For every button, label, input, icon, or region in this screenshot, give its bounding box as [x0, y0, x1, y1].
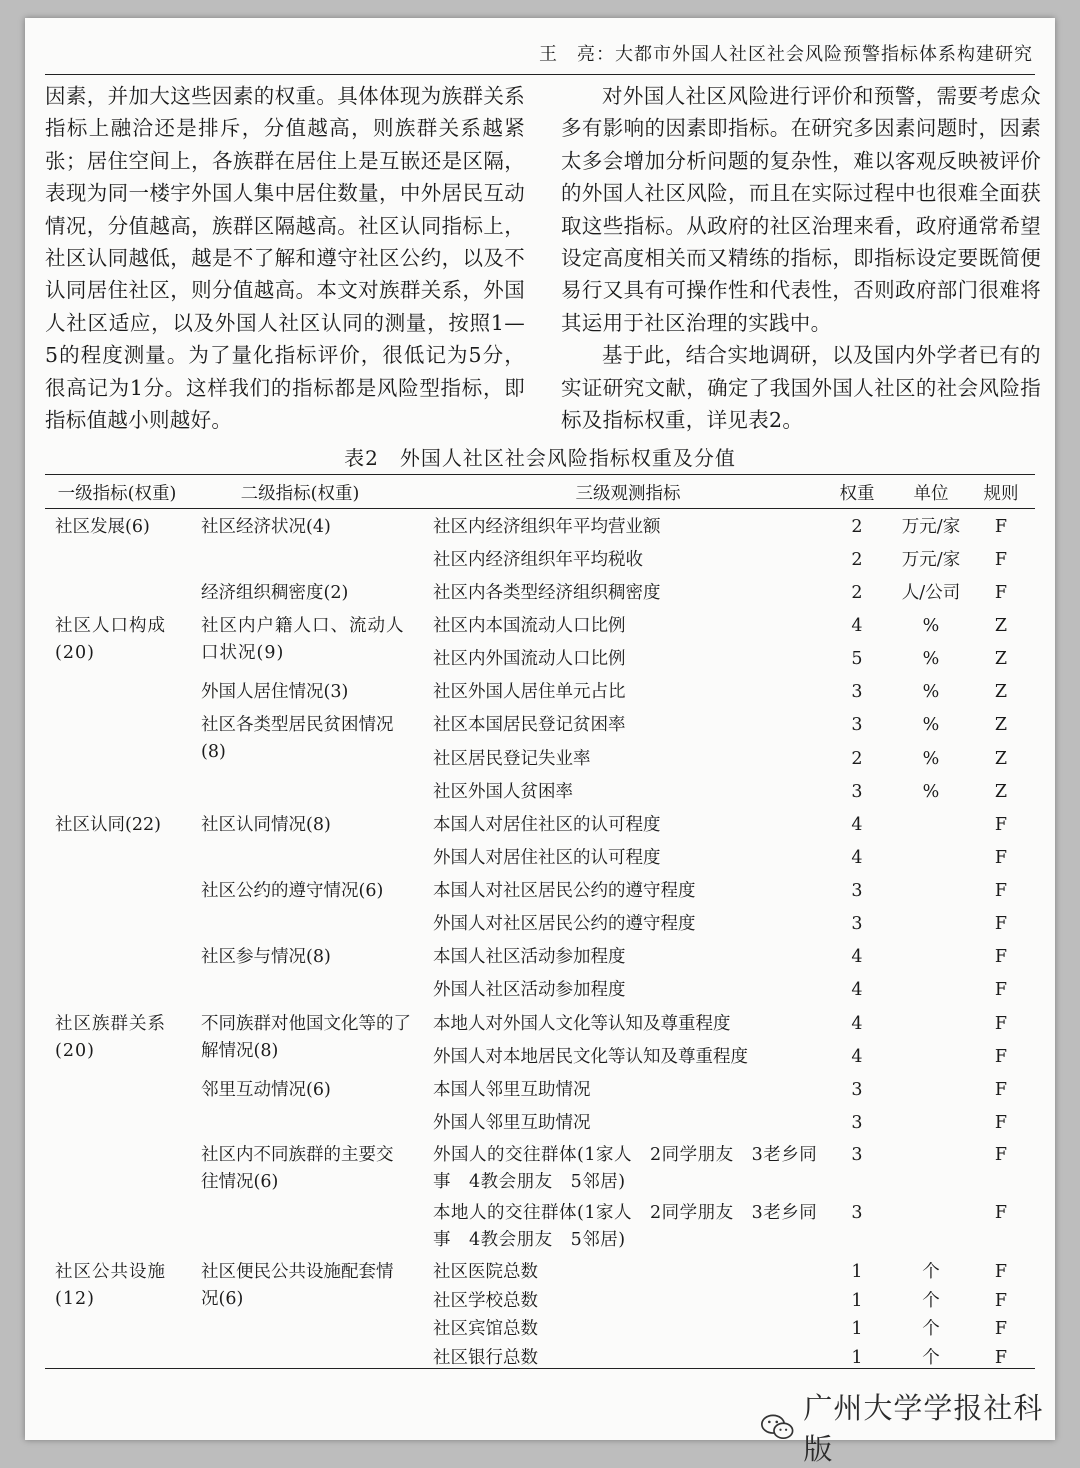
left-paragraph: 因素，并加大这些因素的权重。具体体现为族群关系指标上融洽还是排斥，分值越高，则族群关系越紧张；居住空间上，各族群在居住上是互嵌还是区隔，表现为同一楼宇外国人集中居住数量，中外居民互动情况，分值越高，族群区隔越高。社区认同指标上，社区认同越低，越是不了解和遵守社区公约，以及不认同居住社区，则分值越高。本文对族群关系，外国人社区适应，以及外国人社区认同的测量，按照1—5的程度测量。为了量化指标评价，很低记为5分，很高记为1分。这样我们的指标都是风险型指标，即指标值越小则越好。: [45, 84, 525, 433]
indicator-cell: 社区内外国流动人口比例: [433, 649, 626, 669]
rule-cell: F: [994, 1113, 1008, 1133]
rule-cell: F: [994, 914, 1008, 934]
header-unit: 单位: [913, 484, 949, 504]
rule-cell: F: [994, 848, 1008, 868]
indicator-cell: 外国人对社区居民公约的遵守程度: [433, 914, 696, 934]
indicator-cell: 本地人对外国人文化等认知及尊重程度: [433, 1014, 731, 1034]
rule-cell: F: [994, 1203, 1008, 1223]
rule-cell: F: [994, 881, 1008, 901]
weight-cell: 1: [851, 1319, 863, 1339]
indicator-cell: 社区内经济组织年平均税收: [433, 550, 643, 570]
indicator-cell: 社区内各类型经济组织稠密度: [433, 583, 661, 603]
level2-cell: 社区内不同族群的主要交往情况(6): [201, 1145, 394, 1192]
rule-cell: Z: [994, 682, 1008, 702]
unit-cell: 个: [922, 1262, 940, 1282]
left-column: [45, 80, 525, 436]
level2-cell: 社区经济状况(4): [201, 517, 331, 537]
table-caption: 表2 外国人社区社会风险指标权重及分值: [344, 446, 736, 470]
right-paragraph-1: 对外国人社区风险进行评价和预警，需要考虑众多有影响的因素即指标。在研究多因素问题时，因素太多会增加分析问题的复杂性，难以客观反映被评价的外国人社区风险，而且在实际过程中也很难全面获取这些指标。从政府的社区治理来看，政府通常希望设定高度相关而又精练的指标，即指标设定要既简便易行又具有可操作性和代表性，否则政府部门很难将其运用于社区治理的实践中。: [561, 84, 1041, 335]
indicator-cell: 社区宾馆总数: [433, 1319, 538, 1339]
rule-cell: F: [994, 1080, 1008, 1100]
weight-cell: 3: [851, 715, 863, 735]
weight-cell: 1: [851, 1291, 863, 1311]
header-weight: 权重: [839, 484, 875, 504]
unit-cell: 万元/家: [901, 517, 961, 537]
paper-page: [25, 18, 1055, 1466]
weight-cell: 1: [851, 1348, 863, 1368]
level1-cell: 社区公共设施(12): [55, 1262, 166, 1309]
right-column: [561, 80, 1041, 436]
unit-cell: %: [922, 682, 940, 702]
watermark-text: 广州大学学报社科版: [803, 1391, 1044, 1466]
level2-cell: 社区内户籍人口、流动人口状况(9): [201, 616, 405, 663]
rule-cell: F: [994, 517, 1008, 537]
rule-cell: Z: [994, 715, 1008, 735]
indicator-cell: 本国人社区活动参加程度: [433, 947, 626, 967]
level1-cell: 社区认同(22): [55, 815, 161, 835]
unit-cell: %: [922, 649, 940, 669]
indicator-cell: 外国人对居住社区的认可程度: [433, 848, 661, 868]
weight-cell: 4: [851, 1014, 863, 1034]
rule-cell: F: [994, 1291, 1008, 1311]
rule-cell: F: [994, 583, 1008, 603]
header-rule: [45, 74, 1035, 75]
rule-cell: F: [994, 1014, 1008, 1034]
weight-cell: 4: [851, 947, 863, 967]
level2-cell: 社区公约的遵守情况(6): [201, 881, 384, 901]
rule-cell: F: [994, 1047, 1008, 1067]
level2-cell: 社区便民公共设施配套情况(6): [201, 1262, 394, 1309]
header-rule: 规则: [983, 484, 1019, 504]
unit-cell: %: [922, 749, 940, 769]
level1-cell: 社区族群关系(20): [55, 1014, 166, 1061]
level2-cell: 邻里互动情况(6): [201, 1080, 331, 1100]
indicator-cell: 社区银行总数: [433, 1348, 538, 1368]
weight-cell: 2: [851, 749, 863, 769]
weight-cell: 3: [851, 1145, 863, 1165]
weight-cell: 3: [851, 682, 863, 702]
level2-cell: 社区各类型居民贫困情况(8): [201, 715, 394, 762]
rule-cell: F: [994, 1145, 1008, 1165]
rule-cell: F: [994, 1262, 1008, 1282]
weight-cell: 1: [851, 1262, 863, 1282]
weight-cell: 2: [851, 517, 863, 537]
weight-cell: 5: [851, 649, 863, 669]
weight-cell: 2: [851, 550, 863, 570]
rule-cell: Z: [994, 782, 1008, 802]
indicator-cell: 社区学校总数: [433, 1291, 538, 1311]
unit-cell: 人/公司: [901, 583, 961, 603]
header-level3: 三级观测指标: [575, 484, 681, 504]
indicator-cell: 本国人邻里互助情况: [433, 1080, 591, 1100]
level2-cell: 外国人居住情况(3): [201, 682, 349, 702]
weight-cell: 4: [851, 848, 863, 868]
weight-cell: 4: [851, 616, 863, 636]
wechat-watermark: [760, 1386, 1055, 1468]
level1-cell: 社区发展(6): [55, 517, 150, 537]
header-level2: 二级指标(权重): [240, 484, 360, 504]
rule-cell: F: [994, 1348, 1008, 1368]
table-header-rule: [45, 508, 1035, 509]
rule-cell: F: [994, 980, 1008, 1000]
weight-cell: 4: [851, 1047, 863, 1067]
wechat-icon: [760, 1412, 795, 1442]
indicator-cell: 社区内经济组织年平均营业额: [433, 517, 661, 537]
rule-cell: Z: [994, 616, 1008, 636]
unit-cell: 个: [922, 1291, 940, 1311]
indicator-cell: 社区医院总数: [433, 1262, 538, 1282]
indicator-cell: 本地人的交往群体(1家人 2同学朋友 3老乡同事 4教会朋友 5邻居): [433, 1203, 818, 1250]
indicator-cell: 外国人邻里互助情况: [433, 1113, 591, 1133]
level1-cell: 社区人口构成(20): [55, 616, 166, 663]
indicator-cell: 社区外国人居住单元占比: [433, 682, 626, 702]
unit-cell: 个: [922, 1319, 940, 1339]
indicator-cell: 社区外国人贫困率: [433, 782, 573, 802]
indicator-cell: 社区本国居民登记贫困率: [433, 715, 626, 735]
weight-cell: 3: [851, 1080, 863, 1100]
indicator-cell: 外国人对本地居民文化等认知及尊重程度: [433, 1047, 748, 1067]
rule-cell: F: [994, 1319, 1008, 1339]
indicator-cell: 社区居民登记失业率: [433, 749, 591, 769]
rule-cell: F: [994, 815, 1008, 835]
indicator-cell: 外国人社区活动参加程度: [433, 980, 626, 1000]
rule-cell: Z: [994, 749, 1008, 769]
weight-cell: 4: [851, 815, 863, 835]
unit-cell: %: [922, 616, 940, 636]
indicator-cell: 外国人的交往群体(1家人 2同学朋友 3老乡同事 4教会朋友 5邻居): [433, 1145, 818, 1192]
weight-cell: 3: [851, 1203, 863, 1223]
unit-cell: %: [922, 715, 940, 735]
rule-cell: Z: [994, 649, 1008, 669]
weight-cell: 3: [851, 914, 863, 934]
indicator-cell: 社区内本国流动人口比例: [433, 616, 626, 636]
weight-cell: 3: [851, 782, 863, 802]
unit-cell: 万元/家: [901, 550, 961, 570]
weight-cell: 3: [851, 1113, 863, 1133]
weight-cell: 2: [851, 583, 863, 603]
weight-cell: 4: [851, 980, 863, 1000]
running-head: 王 亮：大都市外国人社区社会风险预警指标体系构建研究: [539, 44, 1033, 65]
header-level1: 一级指标(权重): [57, 484, 177, 504]
indicator-cell: 本国人对居住社区的认可程度: [433, 815, 661, 835]
unit-cell: %: [922, 782, 940, 802]
rule-cell: F: [994, 550, 1008, 570]
table-top-rule: [45, 474, 1035, 475]
level2-cell: 社区参与情况(8): [201, 947, 331, 967]
level2-cell: 不同族群对他国文化等的了解情况(8): [201, 1014, 411, 1061]
unit-cell: 个: [922, 1348, 940, 1368]
indicator-cell: 本国人对社区居民公约的遵守程度: [433, 881, 696, 901]
level2-cell: 社区认同情况(8): [201, 815, 331, 835]
rule-cell: F: [994, 947, 1008, 967]
right-paragraph-2: 基于此，结合实地调研，以及国内外学者已有的实证研究文献，确定了我国外国人社区的社会风险指标及指标权重，详见表2。: [561, 343, 1041, 433]
weight-cell: 3: [851, 881, 863, 901]
level2-cell: 经济组织稠密度(2): [201, 583, 349, 603]
